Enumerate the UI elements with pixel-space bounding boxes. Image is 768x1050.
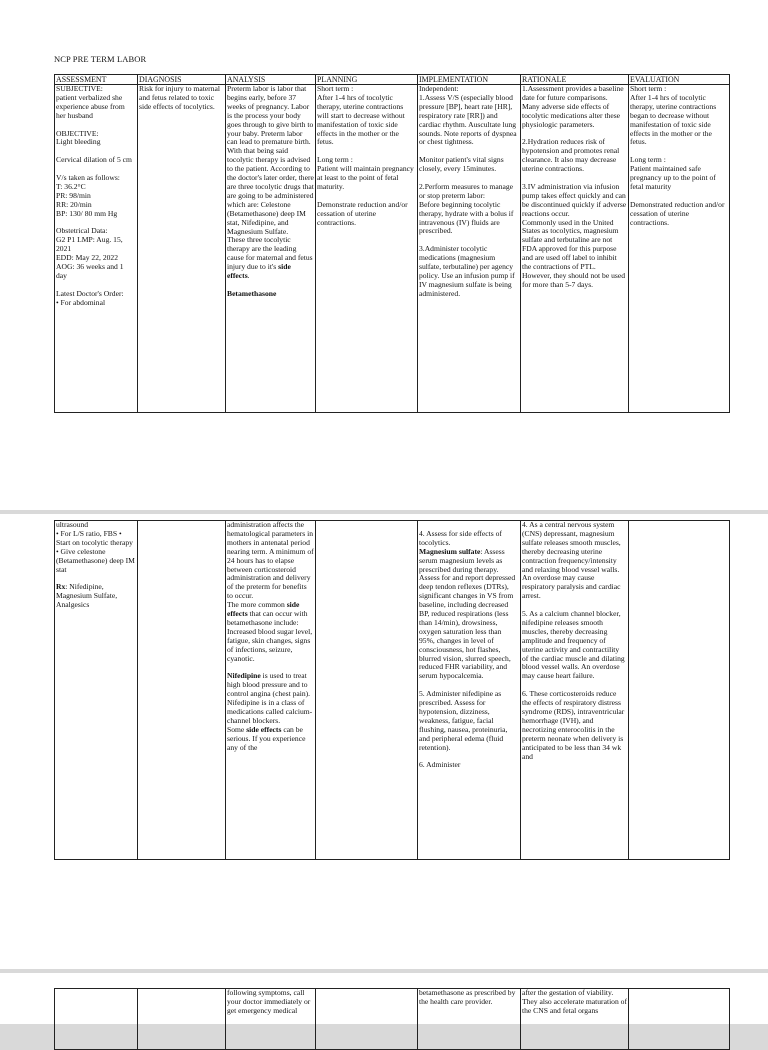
cell-paragraph: OBJECTIVE: bbox=[56, 128, 99, 138]
cell-paragraph: After 1-4 hrs of tocolytic therapy, uterine contractions began to decrease without manifestation of toxic side effects in the mother or the fetus. bbox=[630, 92, 717, 147]
implementation-cell bbox=[418, 521, 521, 860]
cell-paragraph: • For abdominal bbox=[56, 297, 106, 307]
cell-paragraph: Short term : bbox=[317, 84, 354, 93]
cell-paragraph: 2.Hydration reduces risk of hypotension and promotes renal clearance. It also may decrease uterine contractions. bbox=[522, 137, 620, 174]
cell-paragraph: • For L/S ratio, FBS • Start on tocolytic therapy bbox=[56, 528, 133, 547]
cell-paragraph: betamethasone as prescribed by the health care provider. bbox=[419, 988, 516, 1006]
cell-paragraph: 1.Assess V/S (especially blood pressure [BP], heart rate [HR], respiratory rate [RR]) and cardiac rhythm. Auscultate lung sounds. Note reports of dyspnea or chest tightness. bbox=[419, 92, 517, 147]
cell-paragraph: 4. Assess for side effects of tocolytics. bbox=[419, 528, 502, 547]
implementation-cell bbox=[418, 989, 521, 1050]
analysis-cell bbox=[226, 989, 316, 1050]
header-evaluation: EVALUATION bbox=[629, 75, 730, 85]
header-implementation: IMPLEMENTATION bbox=[418, 75, 521, 85]
table-row bbox=[55, 521, 730, 860]
assessment-cell bbox=[55, 85, 138, 413]
assessment-cell bbox=[55, 989, 138, 1050]
rationale-cell bbox=[521, 521, 629, 860]
diagnosis-cell bbox=[138, 85, 226, 413]
analysis-cell bbox=[226, 521, 316, 860]
cell-paragraph: ultrasound bbox=[56, 520, 89, 529]
document-title: NCP PRE TERM LABOR bbox=[54, 54, 147, 64]
cell-paragraph: RR: 20/min bbox=[56, 199, 92, 209]
header-analysis: ANALYSIS bbox=[226, 75, 316, 85]
cell-paragraph: Nifedipine is used to treat high blood pressure and to control angina (chest pain). Nifedipine is in a class of medications called calcium-channel blockers. bbox=[227, 671, 313, 725]
cell-paragraph: Obstetrical Data: bbox=[56, 226, 108, 236]
header-assessment: ASSESSMENT bbox=[55, 75, 138, 85]
cell-paragraph: These three tocolytic therapy are the leading cause for maternal and fetus injury due to it's side effects. bbox=[227, 235, 313, 281]
cell-paragraph: BP: 130/ 80 mm Hg bbox=[56, 208, 118, 218]
cell-paragraph: after the gestation of viability. They also accelerate maturation of the CNS and fetal organs bbox=[522, 988, 627, 1015]
cell-paragraph: 4. As a central nervous system (CNS) depressant, magnesium sulfate releases smooth muscles, thereby decreasing uterine contraction frequency/intensity and relaxing blood vessel walls. An overdose may cause respiratory paralysis and cardiac arrest. bbox=[522, 520, 621, 601]
evaluation-cell bbox=[629, 989, 730, 1050]
cell-paragraph: Long term : bbox=[630, 155, 666, 165]
ncp-table-page-3 bbox=[54, 988, 730, 1050]
cell-paragraph: Light bleeding bbox=[56, 137, 101, 147]
cell-paragraph: Before beginning tocolytic therapy, hydrate with a bolus if intravenous (IV) fluids are prescribed. bbox=[419, 199, 514, 236]
cell-paragraph: Demonstrate reduction and/or cessation of uterine contractions. bbox=[317, 199, 408, 227]
cell-paragraph: V/s taken as follows: bbox=[56, 173, 120, 183]
cell-paragraph: Short term : bbox=[630, 84, 667, 93]
cell-paragraph: 3.IV administration via infusion pump takes effect quickly and can be discontinued quickly if adverse reactions occur. bbox=[522, 181, 627, 218]
cell-paragraph: Long term : bbox=[317, 155, 353, 165]
assessment-cell bbox=[55, 521, 138, 860]
cell-paragraph: Cervical dilation of 5 cm bbox=[56, 155, 132, 165]
cell-paragraph: Rx: Nifedipine, Magnesium Sulfate, Analgesics bbox=[56, 582, 118, 610]
planning-cell bbox=[316, 85, 418, 413]
table-header-row bbox=[55, 75, 730, 85]
ncp-table-page-2 bbox=[54, 520, 730, 860]
cell-paragraph: • Give celestone (Betamethasone) deep IM stat bbox=[56, 546, 135, 574]
ncp-table-page-1 bbox=[54, 74, 730, 413]
cell-paragraph: 5. Administer nifedipine as prescribed. Assess for hypotension, dizziness, weakness, fatigue, facial flushing, nausea, proteinuria, and peripheral edema (fluid retention). bbox=[419, 689, 508, 752]
cell-paragraph: Demonstrated reduction and/or cessation of uterine contractions. bbox=[630, 199, 725, 227]
cell-paragraph: 6. Administer bbox=[419, 760, 461, 770]
cell-paragraph: 1.Assessment provides a baseline date for future comparisons. bbox=[522, 84, 624, 102]
analysis-cell bbox=[226, 85, 316, 413]
cell-paragraph: The more common side effects that can occur with betamethasone include: Increased blood sugar level, fatigue, skin changes, signs of infections, seizure, cyanotic. bbox=[227, 600, 313, 663]
cell-paragraph: G2 P1 LMP: Aug. 15, 2021 bbox=[56, 235, 123, 254]
cell-paragraph: Latest Doctor's Order: bbox=[56, 288, 124, 298]
cell-paragraph: administration affects the hematological parameters in mothers in antenatal period nearing term. A minimum of 24 hours has to elapse between corticosteroid administration and delivery of the preterm for benefits to occur. bbox=[227, 520, 314, 601]
diagnosis-cell bbox=[138, 989, 226, 1050]
table-row bbox=[55, 85, 730, 413]
cell-paragraph: Risk for injury to maternal and fetus related to toxic side effects of tocolytics. bbox=[139, 84, 220, 111]
cell-paragraph: PR: 98/min bbox=[56, 190, 91, 200]
cell-paragraph: 3.Administer tocolytic medications (magnesium sulfate, terbutaline) per agency policy. Use an infusion pump if IV magnesium sulfate is being administered. bbox=[419, 244, 515, 298]
cell-paragraph: 6. These corticosteroids reduce the effects of respiratory distress syndrome (RDS), intraventricular hemorrhage (IVH), and necrotizing enterocolitis in the preterm neonate when delivery is anticipated to be less than 34 wk and bbox=[522, 689, 625, 761]
cell-paragraph: Preterm labor is labor that begins early, before 37 weeks of pregnancy. Labor is the process your body goes through to give birth to your baby. Preterm labor can lead to premature birth. bbox=[227, 84, 314, 147]
cell-paragraph: Betamethasone bbox=[227, 288, 277, 298]
header-diagnosis: DIAGNOSIS bbox=[138, 75, 226, 85]
cell-paragraph: Many adverse side effects of tocolytic medications alter these physiologic parameters. bbox=[522, 101, 621, 129]
cell-paragraph: Commonly used in the United States as tocolytics, magnesium sulfate and terbutaline are not FDA approved for this purpose and are used off label to inhibit the contractions of PTL. However, they should not be used for more than 5-7 days. bbox=[522, 217, 626, 289]
cell-paragraph: Some side effects can be serious. If you experience any of the bbox=[227, 724, 306, 752]
cell-paragraph: Patient maintained safe pregnancy up to the point of fetal maturity bbox=[630, 164, 716, 191]
implementation-cell bbox=[418, 85, 521, 413]
cell-paragraph: EDD: May 22, 2022 AOG: 36 weeks and 1 day bbox=[56, 253, 124, 280]
cell-paragraph: 5. As a calcium channel blocker, nifedipine releases smooth muscles, thereby decreasing amplitude and frequency of uterine activity and contractility of the cardiac muscle and dilating blood vessel walls. An overdose may cause heart failure. bbox=[522, 609, 625, 681]
cell-paragraph: SUBJECTIVE: bbox=[56, 84, 103, 93]
evaluation-cell bbox=[629, 521, 730, 860]
rationale-cell bbox=[521, 85, 629, 413]
cell-paragraph: Magnesium sulfate: Assess serum magnesium levels as prescribed during therapy. Assess for and report depressed deep tendon reflexes (DTRs), significant changes in VS from baseline, including decreased BP, reduced respirations (less than 14/min), drowsiness, oxygen saturation less than 95%, changes in level of consciousness, hot flashes, blurred vision, slurred speech, reduced FHR variability, and serum hypocalcemia. bbox=[419, 546, 516, 681]
rationale-cell bbox=[521, 989, 629, 1050]
evaluation-cell bbox=[629, 85, 730, 413]
cell-paragraph: Patient will maintain pregnancy at least to the point of fetal maturity. bbox=[317, 164, 414, 191]
cell-paragraph: With that being said tocolytic therapy is advised to the patient. According to the doctor's later order, there are three tocolytic drugs that are going to be administered which are: Celestone (Betamethasone) deep IM stat, Nifedipine, and Magnesium Sulfate. bbox=[227, 146, 314, 236]
table-row bbox=[55, 989, 730, 1050]
cell-paragraph: patient verbalized she experience abuse from her husband bbox=[56, 92, 125, 120]
cell-paragraph: Independent: bbox=[419, 84, 459, 93]
cell-paragraph: following symptoms, call your doctor immediately or get emergency medical bbox=[227, 988, 311, 1015]
cell-paragraph: T: 36.2°C bbox=[56, 181, 86, 191]
cell-paragraph: After 1-4 hrs of tocolytic therapy, uterine contractions will start to decrease without manifestation of toxic side effects in the mother or the fetus. bbox=[317, 92, 405, 147]
header-planning: PLANNING bbox=[316, 75, 418, 85]
planning-cell bbox=[316, 989, 418, 1050]
cell-paragraph: Monitor patient's vital signs closely, every 15minutes. bbox=[419, 155, 504, 174]
diagnosis-cell bbox=[138, 521, 226, 860]
cell-paragraph: 2.Perform measures to manage or stop preterm labor: bbox=[419, 181, 514, 200]
header-rationale: RATIONALE bbox=[521, 75, 629, 85]
planning-cell bbox=[316, 521, 418, 860]
